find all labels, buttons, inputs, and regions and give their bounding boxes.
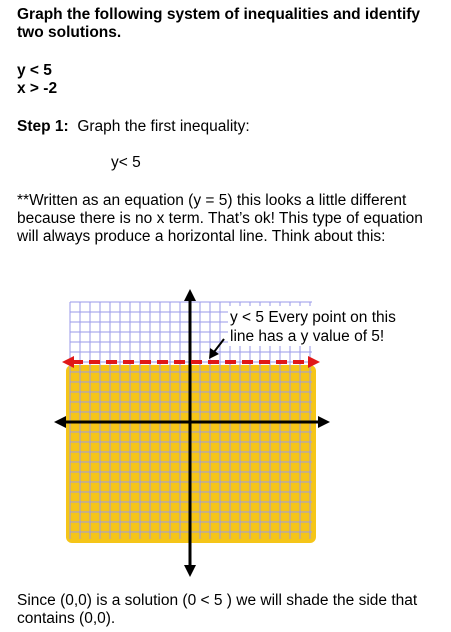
annotation-pointer-head [209,348,219,359]
step-1-line [17,118,250,136]
boundary-right-arrow [308,356,320,368]
note-line-3: will always produce a horizontal line. Think about this: [17,228,386,245]
y-axis-top-arrow [184,289,196,301]
note-line-2: because there is no x term. That’s ok! This type of equation [17,210,423,227]
x-axis-left-arrow [54,416,66,428]
conclusion-line-1: Since (0,0) is a solution (0 < 5 ) we will shade the side that [17,592,418,609]
inequality-graph [50,285,396,580]
annotation-line-1: y < 5 Every point on this [230,309,396,326]
heading-line-2: two solutions. [17,24,122,41]
inequality-2: x > -2 [17,80,58,97]
step-1-expression: y< 5 [111,154,141,171]
step-1-label: Step 1: [17,118,69,135]
conclusion-line-2: contains (0,0). [17,610,116,627]
boundary-left-arrow [62,356,74,368]
annotation-pointer-line [214,339,224,352]
note-line-1: **Written as an equation (y = 5) this looks a little different [17,192,407,209]
x-axis-right-arrow [318,416,330,428]
annotation-line-2: line has a y value of 5! [230,328,385,345]
y-axis-bottom-arrow [184,565,196,577]
heading-line-1: Graph the following system of inequalities and identify [17,6,421,23]
step-1-text: Graph the first inequality: [77,118,250,135]
inequality-1: y < 5 [17,62,52,79]
